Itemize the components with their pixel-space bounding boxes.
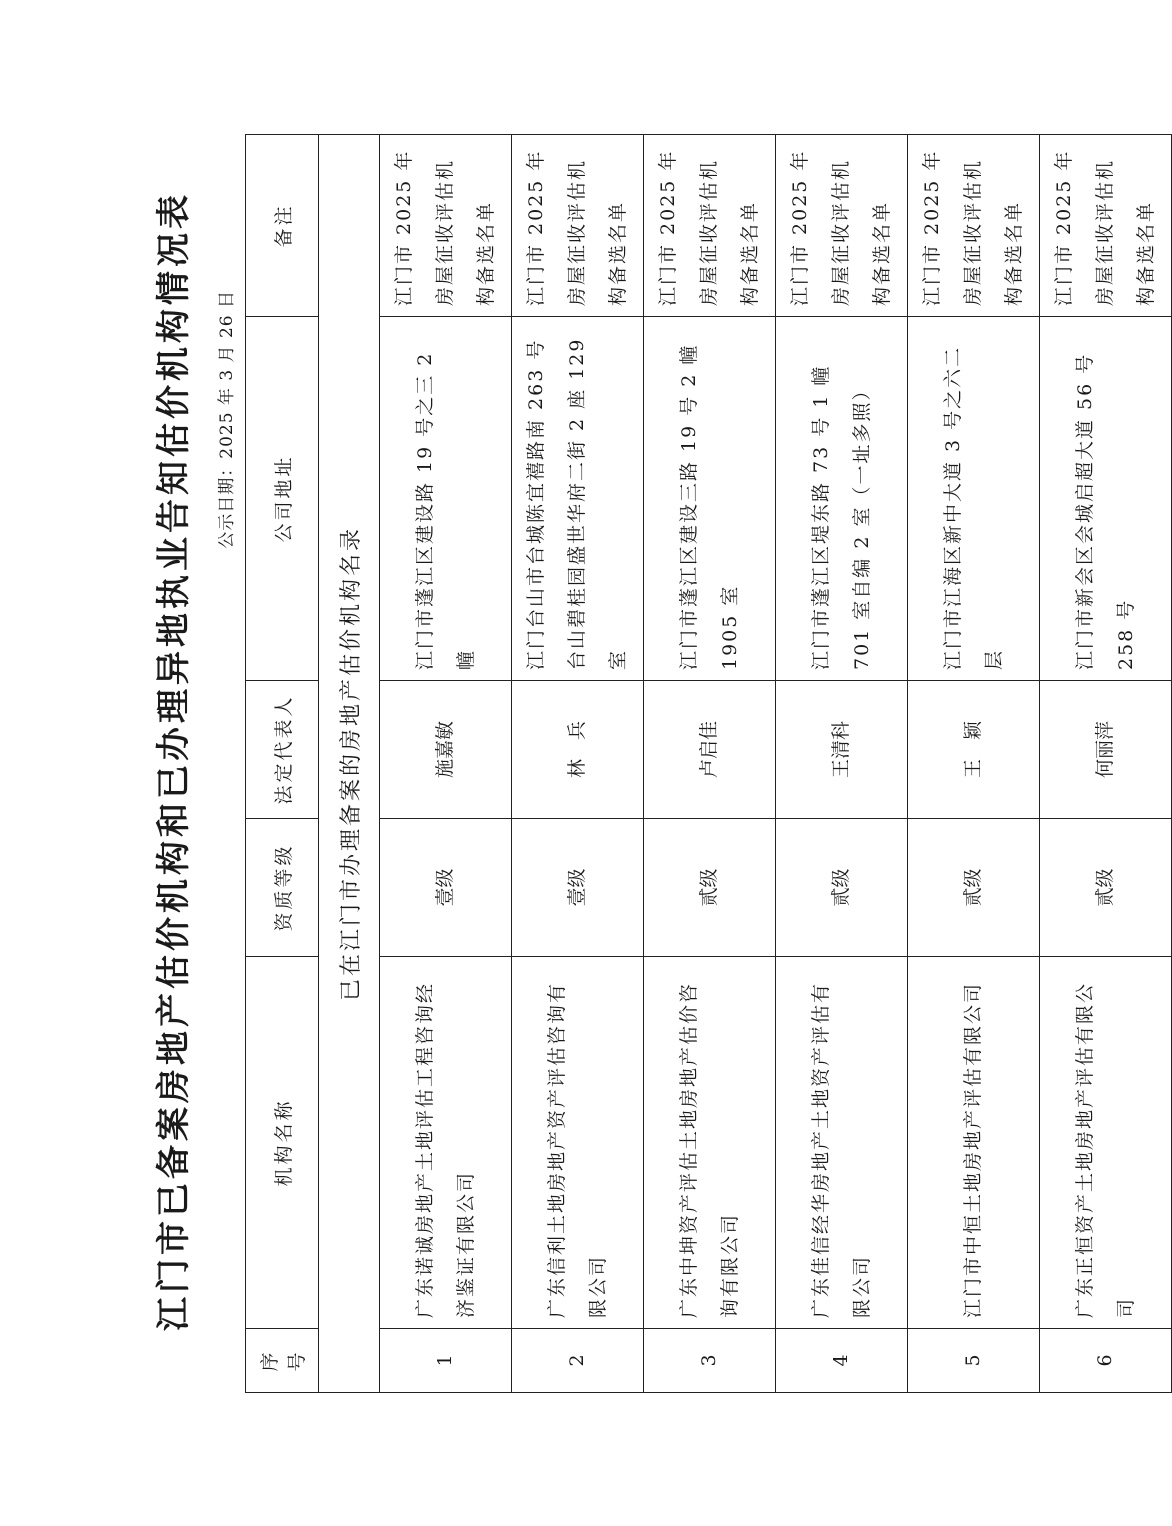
header-rep: 法定代表人 [246, 681, 319, 819]
table-header-row [246, 135, 319, 1393]
cell-grade: 贰级 [776, 819, 908, 957]
cell-remark: 江门市 2025 年房屋征收评估机构备选名单 [908, 135, 1040, 317]
cell-rep: 卢启佳 [644, 681, 776, 819]
table-row [908, 135, 1040, 1393]
header-name: 机构名称 [246, 957, 319, 1329]
cell-rep: 林 兵 [512, 681, 644, 819]
table-row [512, 135, 644, 1393]
cell-name: 广东佳信经华房地产土地资产评估有限公司 [776, 957, 908, 1329]
section-title: 已在江门市办理备案的房地产估价机构名录 [319, 135, 380, 1393]
cell-name: 广东中坤资产评估土地房地产估价咨询有限公司 [644, 957, 776, 1329]
cell-remark: 江门市 2025 年房屋征收评估机构备选名单 [776, 135, 908, 317]
cell-name: 广东诺诚房地产土地评估工程咨询经济鉴证有限公司 [380, 957, 512, 1329]
cell-rep: 王清科 [776, 681, 908, 819]
cell-grade: 贰级 [644, 819, 776, 957]
cell-grade: 壹级 [512, 819, 644, 957]
cell-address: 江门市江海区新中大道 3 号之六二层 [908, 317, 1040, 681]
table-row [380, 135, 512, 1393]
cell-address: 江门市蓬江区建设路 19 号之三 2 幢 [380, 317, 512, 681]
header-seq: 序号 [246, 1329, 319, 1393]
cell-rep: 何丽萍 [1040, 681, 1172, 819]
cell-rep: 施嘉敏 [380, 681, 512, 819]
cell-address: 江门市蓬江区堤东路 73 号 1 幢 701 室自编 2 室（一址多照） [776, 317, 908, 681]
cell-remark: 江门市 2025 年房屋征收评估机构备选名单 [1040, 135, 1172, 317]
cell-seq: 4 [776, 1329, 908, 1393]
header-address: 公司地址 [246, 317, 319, 681]
table-row [644, 135, 776, 1393]
cell-name: 广东正恒资产土地房地产评估有限公司 [1040, 957, 1172, 1329]
cell-name: 江门市中恒土地房地产评估有限公司 [908, 957, 1040, 1329]
cell-seq: 6 [1040, 1329, 1172, 1393]
table-row [1040, 135, 1172, 1393]
cell-rep: 王 颖 [908, 681, 1040, 819]
cell-address: 江门市新会区会城启超大道 56 号 258 号 [1040, 317, 1172, 681]
cell-grade: 贰级 [908, 819, 1040, 957]
cell-name: 广东信利土地房地产资产评估咨询有限公司 [512, 957, 644, 1329]
agency-table [245, 134, 1172, 1393]
cell-remark: 江门市 2025 年房屋征收评估机构备选名单 [644, 135, 776, 317]
table-row [776, 135, 908, 1393]
cell-seq: 2 [512, 1329, 644, 1393]
cell-seq: 5 [908, 1329, 1040, 1393]
header-grade: 资质等级 [246, 819, 319, 957]
cell-address: 江门台山市台城陈宜禧路南 263 号台山碧桂园盛世华府二街 2 座 129 室 [512, 317, 644, 681]
publish-date: 公示日期：2025 年 3 月 26 日 [217, 290, 237, 549]
header-remark: 备注 [246, 135, 319, 317]
cell-address: 江门市蓬江区建设三路 19 号 2 幢 1905 室 [644, 317, 776, 681]
cell-remark: 江门市 2025 年房屋征收评估机构备选名单 [512, 135, 644, 317]
section-row [319, 135, 380, 1393]
cell-seq: 1 [380, 1329, 512, 1393]
cell-remark: 江门市 2025 年房屋征收评估机构备选名单 [380, 135, 512, 317]
cell-grade: 贰级 [1040, 819, 1172, 957]
cell-seq: 3 [644, 1329, 776, 1393]
page-title: 江门市已备案房地产估价机构和已办理异地执业告知估价机构情况表 [154, 191, 194, 1331]
cell-grade: 壹级 [380, 819, 512, 957]
